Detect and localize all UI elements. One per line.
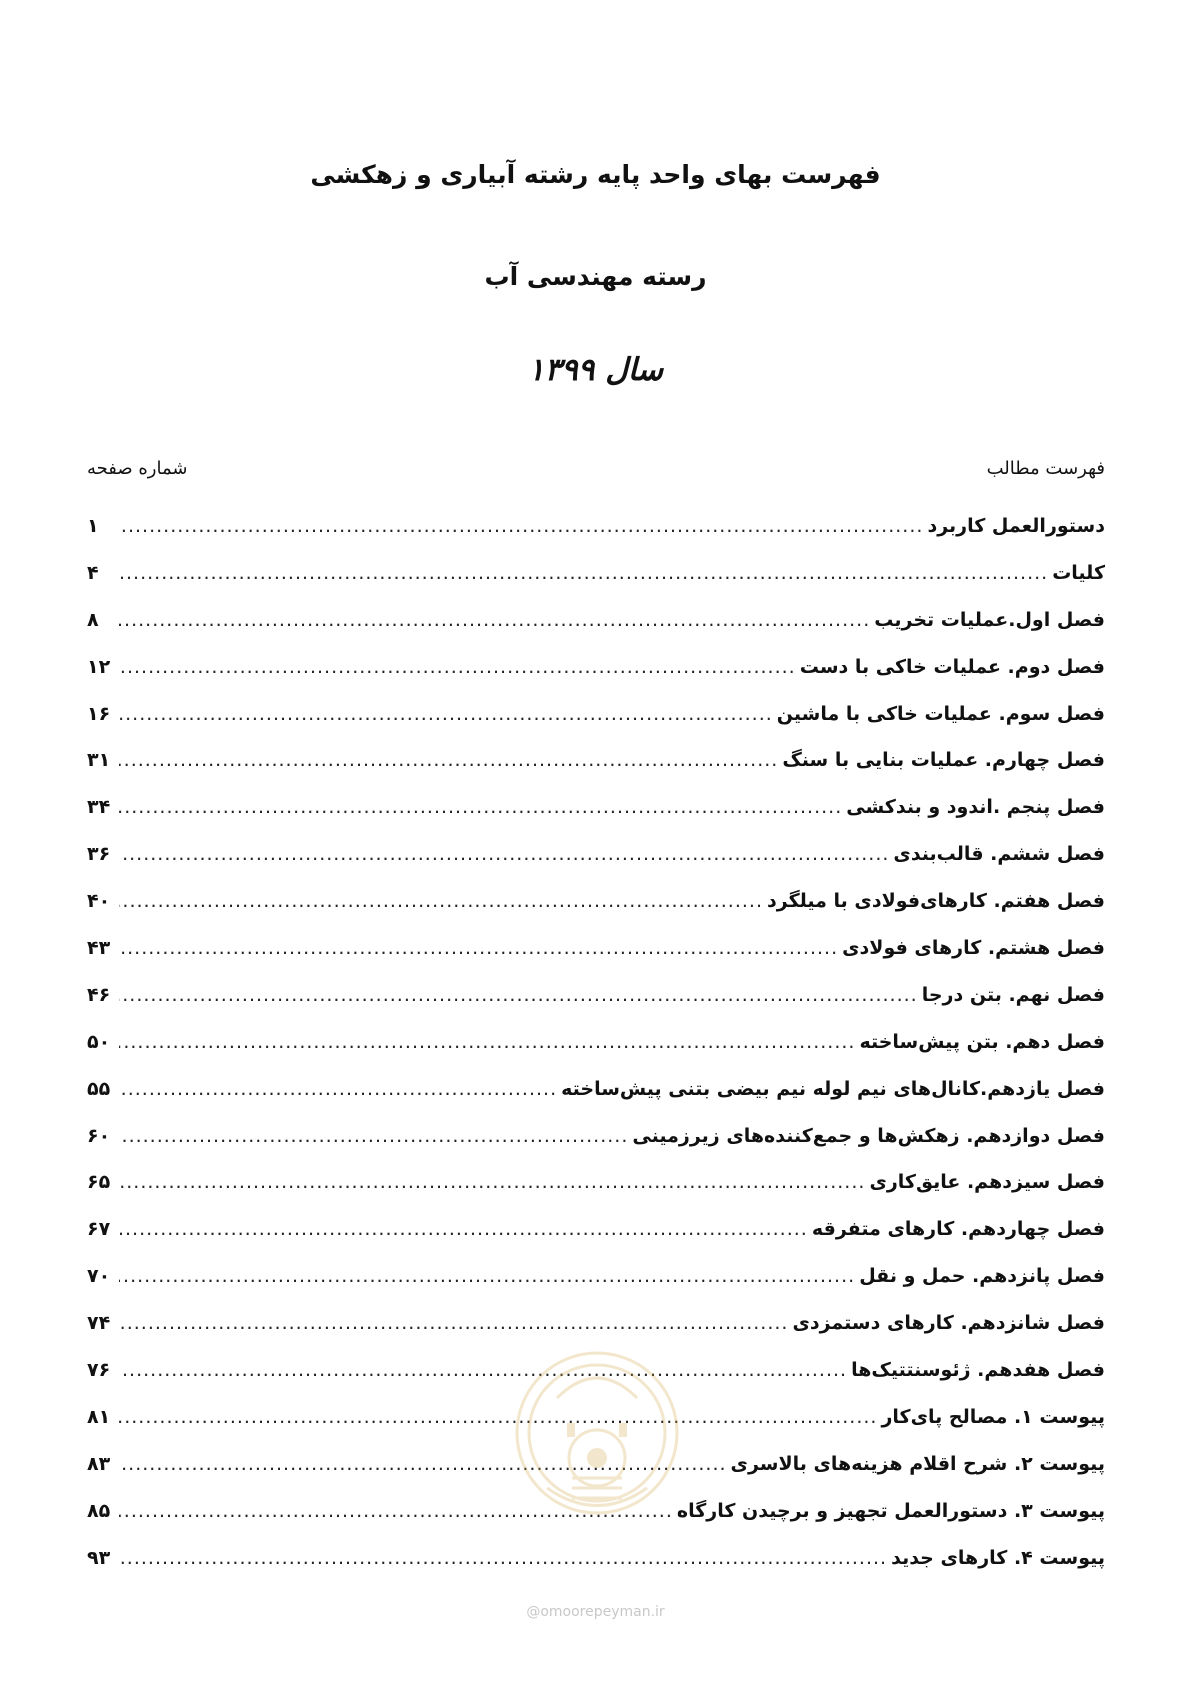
toc-entry-label: فصل دوازدهم. زهکش‌ها و جمع‌کننده‌های زیرزمینی bbox=[632, 1124, 1105, 1147]
dot-leader bbox=[119, 890, 763, 912]
toc-entry-page: ۷۶ bbox=[87, 1359, 111, 1382]
toc-entry-label: پیوست ۳. دستورالعمل تجهیز و برچیدن کارگاه bbox=[676, 1499, 1105, 1522]
toc-entry-page: ۴۶ bbox=[87, 983, 111, 1006]
toc-header bbox=[87, 458, 1105, 488]
toc-entry-label: فصل ششم. قالب‌بندی bbox=[893, 843, 1105, 866]
toc-entry-page: ۵۵ bbox=[87, 1077, 111, 1100]
toc-entry-page: ۱۶ bbox=[87, 702, 111, 725]
dot-leader bbox=[119, 1078, 557, 1100]
toc-entry-page: ۶۷ bbox=[87, 1218, 111, 1241]
dot-leader bbox=[119, 796, 842, 818]
dot-leader bbox=[119, 1547, 887, 1569]
toc-entry-label: پیوست ۲. شرح اقلام هزینه‌های بالاسری bbox=[730, 1452, 1105, 1475]
toc-entry-page: ۷۴ bbox=[87, 1312, 111, 1335]
dot-leader bbox=[119, 1031, 855, 1053]
dot-leader bbox=[119, 703, 773, 725]
dot-leader bbox=[119, 1218, 808, 1240]
dot-leader bbox=[119, 749, 778, 771]
toc-entry bbox=[87, 703, 1105, 750]
toc-entry-label: دستورالعمل کاربرد bbox=[927, 515, 1105, 537]
toc-entry-label: فصل چهارم. عملیات بنایی با سنگ bbox=[782, 749, 1105, 772]
toc-entry-page: ۱۲ bbox=[87, 655, 111, 678]
toc-entry-label: پیوست ۱. مصالح پای‌کار bbox=[881, 1405, 1105, 1428]
dot-leader bbox=[119, 609, 870, 631]
toc-entry-label: فصل دهم. بتن پیش‌ساخته bbox=[859, 1030, 1105, 1053]
toc-entry-label: کلیات bbox=[1052, 561, 1105, 584]
toc-entry bbox=[87, 1031, 1105, 1078]
dot-leader bbox=[119, 843, 889, 865]
toc-entry bbox=[87, 937, 1105, 984]
toc-entry bbox=[87, 656, 1105, 703]
toc-entry-label: فصل پانزدهم. حمل و نقل bbox=[859, 1265, 1105, 1288]
toc-entry-page: ۸۳ bbox=[87, 1452, 111, 1475]
toc-entry-label: فصل یازدهم.کانال‌های نیم لوله نیم بیضی بتنی پیش‌ساخته bbox=[561, 1077, 1105, 1100]
toc-entry bbox=[87, 1171, 1105, 1218]
toc-entry bbox=[87, 1265, 1105, 1312]
toc-entry bbox=[87, 796, 1105, 843]
dot-leader bbox=[119, 1125, 628, 1147]
toc-entry-label: فصل پنجم .اندود و بندکشی bbox=[846, 796, 1105, 819]
dot-leader bbox=[119, 984, 918, 1006]
toc-entry-label: فصل سیزدهم. عایق‌کاری bbox=[869, 1171, 1105, 1194]
toc-entry-page: ۷۰ bbox=[87, 1265, 111, 1288]
toc-entry bbox=[87, 609, 1105, 656]
watermark-url: @omoorepeyman.ir bbox=[526, 1604, 665, 1620]
dot-leader bbox=[119, 1265, 855, 1287]
toc-heading: فهرست مطالب bbox=[986, 458, 1105, 479]
toc-entry-label: فصل هفدهم. ژئوسنتتیک‌ها bbox=[851, 1359, 1105, 1382]
toc-entry-label: فصل هفتم. کارهای‌فولادی با میلگرد bbox=[767, 890, 1105, 913]
toc-entry-label: فصل دوم. عملیات خاکی با دست bbox=[799, 655, 1105, 678]
document-subtitle: رسته مهندسی آب bbox=[484, 262, 707, 291]
document-year: سال ۱۳۹۹ bbox=[527, 352, 664, 388]
toc-entry-page: ۶۵ bbox=[87, 1171, 111, 1194]
toc-entry-page: ۳۴ bbox=[87, 796, 111, 819]
toc-entry-page: ۴۰ bbox=[87, 890, 111, 913]
toc-entry-label: فصل هشتم. کارهای فولادی bbox=[842, 937, 1105, 960]
toc-entry-page: ۸۱ bbox=[87, 1405, 111, 1428]
seal-logo-icon bbox=[512, 1338, 682, 1528]
toc-entry-page: ۸۵ bbox=[87, 1499, 111, 1522]
toc-entry-label: فصل نهم. بتن درجا bbox=[921, 983, 1105, 1006]
toc-entry bbox=[87, 1078, 1105, 1125]
toc-entry-page: ۸ bbox=[87, 608, 99, 631]
toc-entry-label: پیوست ۴. کارهای جدید bbox=[891, 1546, 1105, 1569]
toc-entry-page: ۵۰ bbox=[87, 1030, 111, 1053]
toc-entry-page: ۴ bbox=[87, 561, 99, 584]
dot-leader bbox=[119, 1406, 877, 1428]
document-title: فهرست بهای واحد پایه رشته آبیاری و زهکشی bbox=[310, 160, 881, 189]
toc-entry bbox=[87, 1218, 1105, 1265]
toc-entry bbox=[87, 890, 1105, 937]
dot-leader bbox=[119, 656, 796, 678]
dot-leader bbox=[119, 562, 1048, 584]
toc-entry-page: ۹۳ bbox=[87, 1546, 111, 1569]
dot-leader bbox=[119, 1312, 788, 1334]
toc-entry-page: ۳۱ bbox=[87, 749, 111, 772]
toc-entry bbox=[87, 1125, 1105, 1172]
toc-entry bbox=[87, 1547, 1105, 1594]
toc-entry-page: ۶۰ bbox=[87, 1124, 111, 1147]
toc-entry bbox=[87, 984, 1105, 1031]
dot-leader bbox=[119, 1359, 847, 1381]
toc-entry bbox=[87, 749, 1105, 796]
toc-entry-label: فصل چهاردهم. کارهای متفرقه bbox=[811, 1218, 1105, 1241]
toc-entry-label: فصل سوم. عملیات خاکی با ماشین bbox=[776, 702, 1105, 725]
toc-entry-page: ۱ bbox=[87, 515, 99, 537]
dot-leader bbox=[119, 1171, 865, 1193]
toc-entry-label: فصل اول.عملیات تخریب bbox=[874, 608, 1105, 631]
toc-entry-page: ۴۳ bbox=[87, 937, 111, 960]
toc-entry-page: ۳۶ bbox=[87, 843, 111, 866]
dot-leader bbox=[119, 937, 838, 959]
toc-entry bbox=[87, 562, 1105, 609]
toc-entry bbox=[87, 843, 1105, 890]
toc-entry-label: فصل شانزدهم. کارهای دستمزدی bbox=[792, 1312, 1105, 1335]
toc-entry bbox=[87, 515, 1105, 562]
dot-leader bbox=[119, 515, 923, 537]
page-number-heading: شماره صفحه bbox=[87, 458, 188, 479]
